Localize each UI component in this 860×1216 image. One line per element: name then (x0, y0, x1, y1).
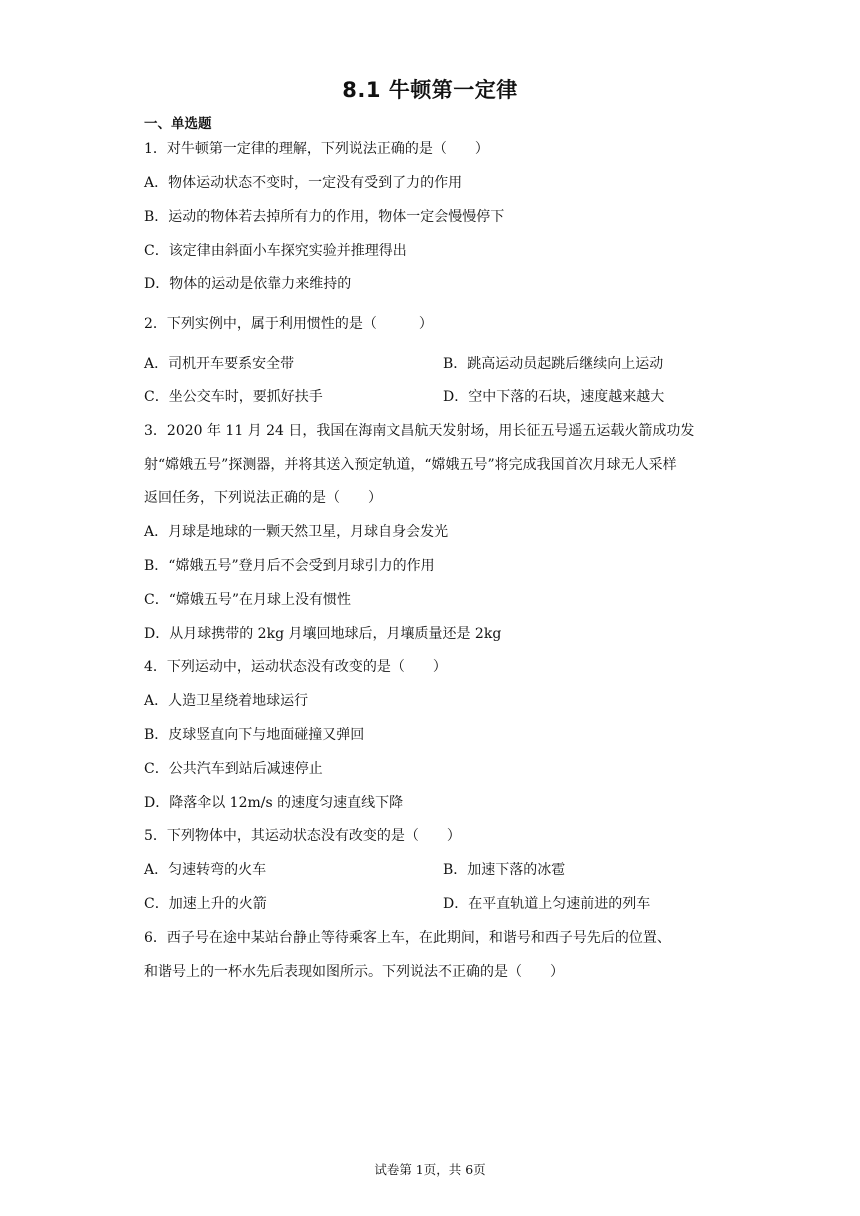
question-5-option-b: B．加速下落的冰雹 (443, 862, 566, 878)
question-4-option-b: B．皮球竖直向下与地面碰撞又弹回 (144, 727, 365, 743)
question-4-option-c: C．公共汽车到站后减速停止 (144, 761, 323, 777)
page-footer: 试卷第 1页，共 6页 (374, 1162, 486, 1177)
question-5-option-c: C．加速上升的火箭 (144, 896, 267, 912)
question-4-option-d: D．降落伞以 12m/s 的速度匀速直线下降 (144, 795, 404, 811)
question-1-option-a: A．物体运动状态不变时，一定没有受到了力的作用 (144, 175, 463, 191)
question-6-stem-line-1: 6．西子号在途中某站台静止等待乘客上车，在此期间，和谐号和西子号先后的位置、 (144, 930, 671, 946)
question-5-option-a: A．匀速转弯的火车 (144, 862, 267, 878)
question-3-option-c: C．“嫦娥五号”在月球上没有惯性 (144, 592, 352, 608)
question-1-option-c: C．该定律由斜面小车探究实验并推理得出 (144, 243, 407, 259)
question-1-option-d: D．物体的运动是依靠力来维持的 (144, 276, 352, 292)
question-2-option-c: C．坐公交车时，要抓好扶手 (144, 389, 323, 405)
section-heading: 一、单选题 (144, 116, 212, 132)
question-2-option-a: A．司机开车要系安全带 (144, 356, 295, 372)
question-2-stem: 2．下列实例中，属于利用惯性的是（ ） (144, 316, 433, 332)
question-3-option-a: A．月球是地球的一颗天然卫星，月球自身会发光 (144, 524, 449, 540)
question-3-option-d: D．从月球携带的 2kg 月壤回地球后，月壤质量还是 2kg (144, 626, 502, 642)
question-4-option-a: A．人造卫星绕着地球运行 (144, 693, 309, 709)
question-1-stem: 1．对牛顿第一定律的理解，下列说法正确的是（ ） (144, 141, 489, 157)
question-3-option-b: B．“嫦娥五号”登月后不会受到月球引力的作用 (144, 558, 435, 574)
question-3-stem-line-1: 3．2020 年 11 月 24 日，我国在海南文昌航天发射场，用长征五号遥五运载火箭成功发 (144, 423, 695, 439)
question-2-option-b: B．跳高运动员起跳后继续向上运动 (443, 356, 664, 372)
question-5-stem: 5．下列物体中，其运动状态没有改变的是（ ） (144, 828, 461, 844)
question-4-stem: 4．下列运动中，运动状态没有改变的是（ ） (144, 659, 447, 675)
question-3-stem-line-2: 射“嫦娥五号”探测器，并将其送入预定轨道，“嫦娥五号”将完成我国首次月球无人采样 (144, 457, 677, 473)
question-1-option-b: B．运动的物体若去掉所有力的作用，物体一定会慢慢停下 (144, 209, 505, 225)
question-6-stem-line-2: 和谐号上的一杯水先后表现如图所示。下列说法不正确的是（ ） (144, 964, 564, 980)
page-title: 8.1 牛顿第一定律 (342, 78, 518, 102)
question-2-option-d: D．空中下落的石块，速度越来越大 (443, 389, 665, 405)
question-5-option-d: D．在平直轨道上匀速前进的列车 (443, 896, 651, 912)
question-3-stem-line-3: 返回任务，下列说法正确的是（ ） (144, 490, 382, 506)
